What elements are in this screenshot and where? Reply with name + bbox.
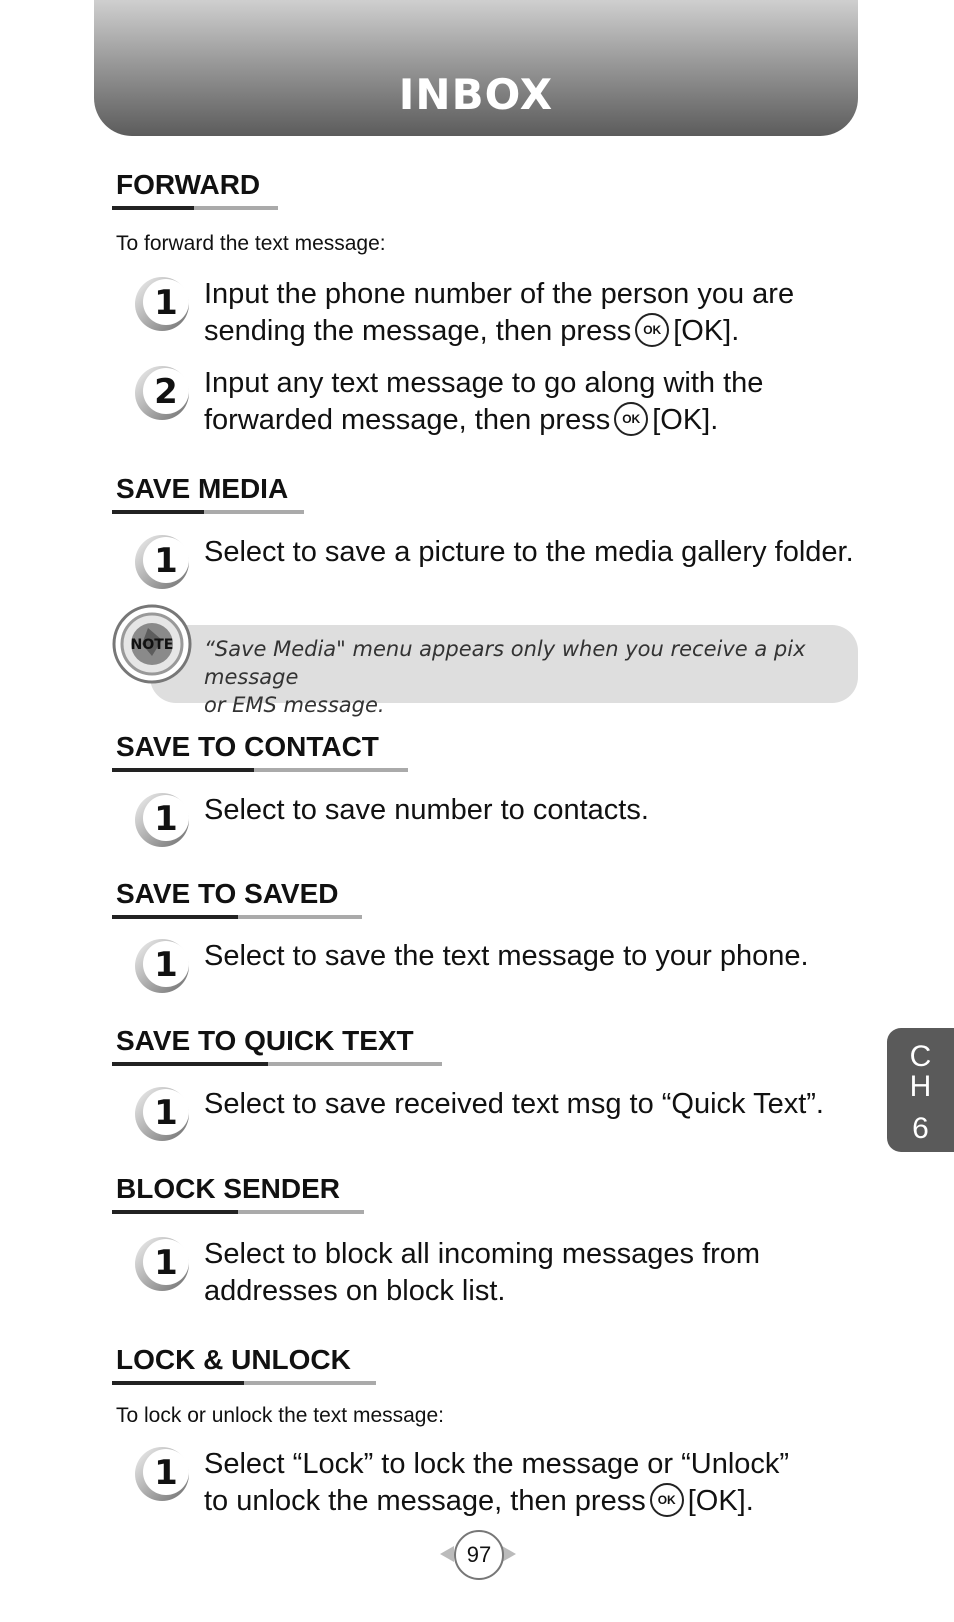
svg-text:1: 1	[154, 541, 178, 581]
section-title-save-to-contact: SAVE TO CONTACT	[116, 731, 379, 762]
svg-text:1: 1	[154, 283, 178, 323]
chapter-tab: C H 6	[887, 1028, 954, 1152]
step-number-badge-icon	[134, 1236, 190, 1292]
section-title-lock-unlock: LOCK & UNLOCK	[116, 1344, 351, 1375]
step-text: Select to save a picture to the media gallery folder.	[204, 536, 854, 568]
step-number-badge-icon	[134, 365, 190, 421]
note-text: “Save Media" menu appears only when you receive a pix message or EMS message.	[204, 637, 806, 717]
section-intro-lock-unlock: To lock or unlock the text message:	[116, 1404, 444, 1427]
note-box	[150, 625, 858, 717]
step-text: Input the phone number of the person you are sending the message, then press OK [OK].	[204, 278, 795, 347]
section-lock-unlock	[116, 1343, 376, 1385]
section-save-to-saved	[116, 877, 362, 919]
step-number-badge-icon	[134, 938, 190, 994]
section-save-to-quick-text	[116, 1024, 442, 1066]
step-number-badge-icon	[134, 1446, 190, 1502]
section-block-sender	[116, 1172, 364, 1214]
section-underline	[112, 1210, 364, 1214]
section-title-save-to-quick-text: SAVE TO QUICK TEXT	[116, 1025, 414, 1056]
page-title: INBOX	[398, 70, 554, 119]
section-underline	[112, 768, 408, 772]
section-title-save-media: SAVE MEDIA	[116, 473, 289, 504]
svg-text:1: 1	[154, 1453, 178, 1493]
page-number-wing-left	[440, 1546, 454, 1562]
section-save-media	[116, 472, 304, 514]
section-intro-forward: To forward the text message:	[116, 232, 386, 255]
step-text: Select to save received text msg to “Quick Text”.	[204, 1088, 824, 1120]
page-number: 97	[454, 1530, 504, 1580]
chapter-header	[94, 0, 858, 136]
svg-text:NOTE: NOTE	[130, 637, 174, 653]
svg-text:1: 1	[154, 1243, 178, 1283]
section-title-forward: FORWARD	[116, 169, 261, 200]
section-underline	[112, 1062, 442, 1066]
svg-text:1: 1	[154, 799, 178, 839]
step-text: Input any text message to go along with the forwarded message, then press OK [OK].	[204, 367, 764, 436]
ok-button-icon: OK	[635, 313, 669, 347]
svg-text:2: 2	[154, 372, 178, 412]
step-number-badge-icon	[134, 1086, 190, 1142]
section-save-to-contact	[116, 730, 408, 772]
section-forward	[116, 168, 278, 210]
section-underline	[112, 510, 304, 514]
section-title-block-sender: BLOCK SENDER	[116, 1173, 341, 1204]
step-text: Select to save the text message to your phone.	[204, 940, 809, 972]
step-number-badge-icon	[134, 792, 190, 848]
svg-text:1: 1	[154, 945, 178, 985]
step-number-badge-icon	[134, 276, 190, 332]
svg-text:1: 1	[154, 1093, 178, 1133]
step-text: Select “Lock” to lock the message or “Unlock” to unlock the message, then press OK [OK].	[204, 1448, 790, 1517]
section-underline	[112, 915, 362, 919]
note-icon	[112, 604, 192, 684]
section-underline	[112, 1381, 376, 1385]
page-number-wing-right	[502, 1546, 516, 1562]
step-number-badge-icon	[134, 534, 190, 590]
ok-button-icon: OK	[614, 402, 648, 436]
ok-button-icon: OK	[650, 1483, 684, 1517]
step-text: Select to block all incoming messages from addresses on block list.	[204, 1238, 761, 1307]
section-underline	[112, 206, 278, 210]
section-title-save-to-saved: SAVE TO SAVED	[116, 878, 339, 909]
step-text: Select to save number to contacts.	[204, 794, 649, 826]
